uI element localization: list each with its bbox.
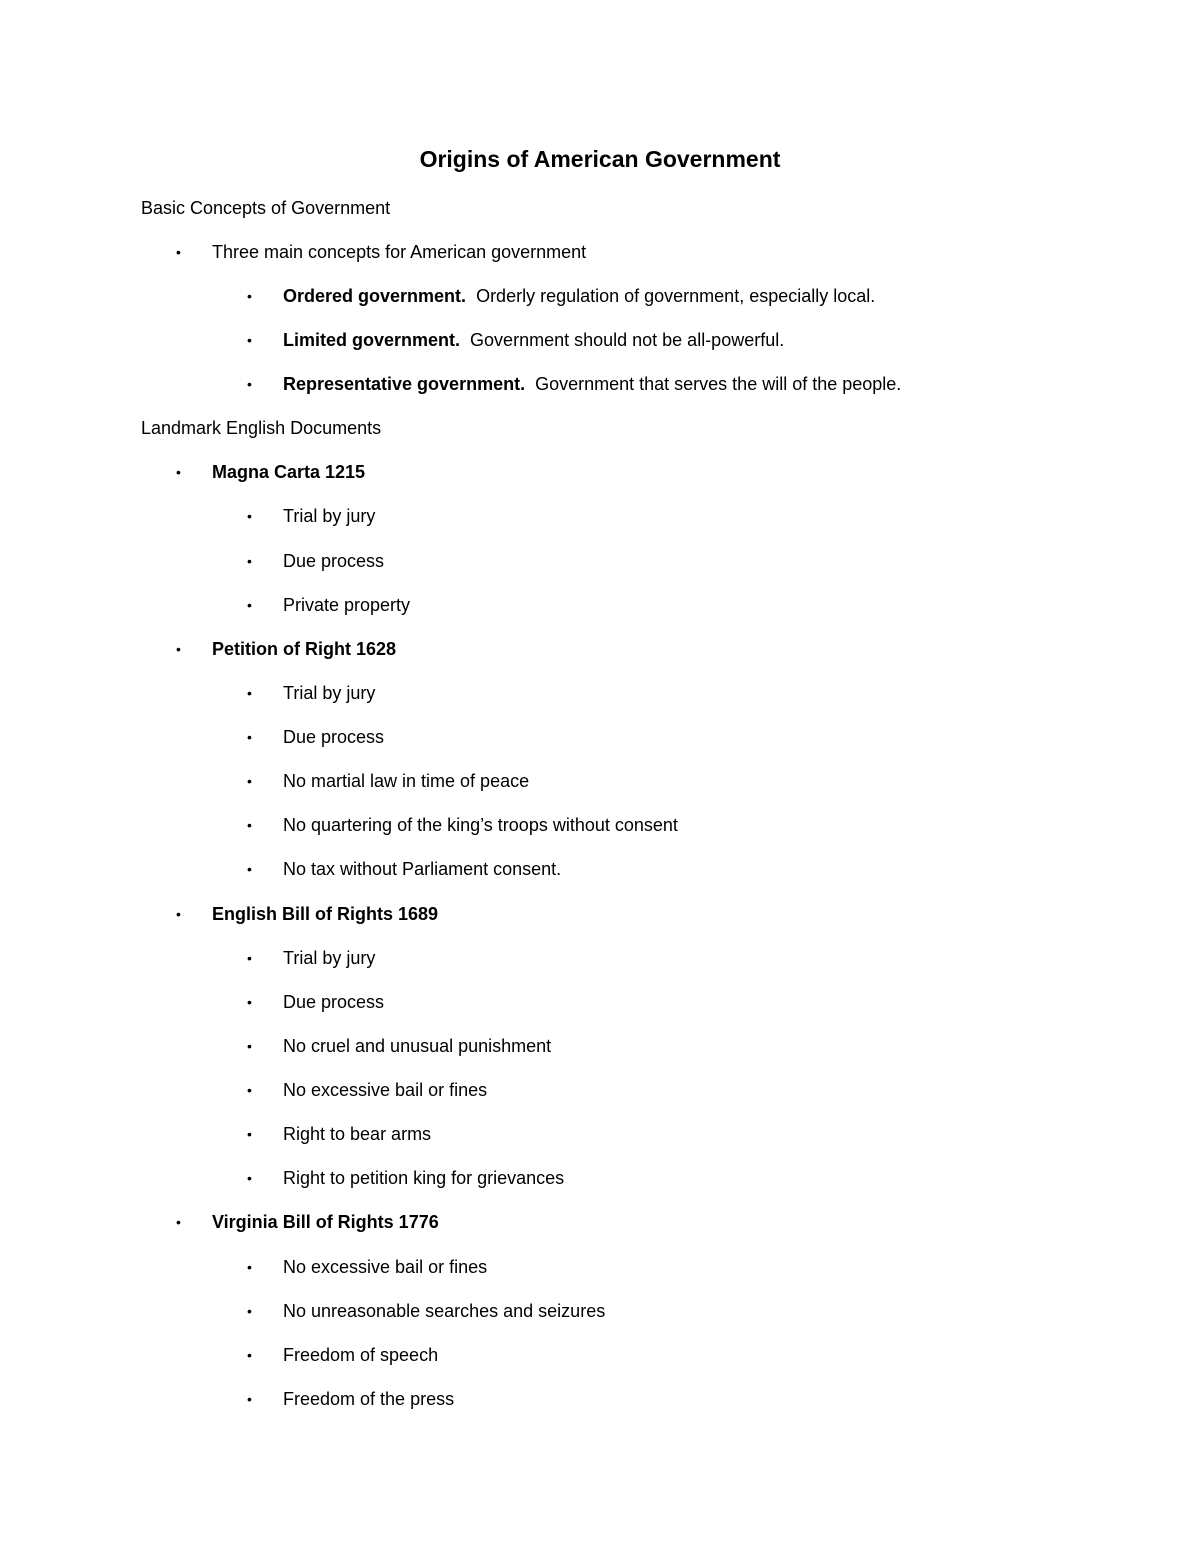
concept-description: Government should not be all-powerful. xyxy=(470,330,785,350)
bullet-icon: • xyxy=(247,1303,252,1319)
section-heading-landmark-documents: Landmark English Documents xyxy=(141,418,382,438)
list-item: • Right to petition king for grievances xyxy=(247,1168,565,1188)
bullet-icon: • xyxy=(247,508,252,524)
concept-item-ordered xyxy=(247,284,875,308)
concept-term: Ordered government. xyxy=(283,286,467,306)
bullet-icon: • xyxy=(247,1259,252,1275)
list-item: • No tax without Parliament consent. xyxy=(247,859,562,879)
bullet-icon: • xyxy=(247,1126,252,1142)
bullet-icon: • xyxy=(247,861,252,877)
bullet-icon: • xyxy=(247,288,252,304)
bullet-icon: • xyxy=(176,464,181,480)
bullet-icon: • xyxy=(247,1347,252,1363)
list-item: • Right to bear arms xyxy=(247,1124,432,1144)
bullet-icon: • xyxy=(247,1170,252,1186)
list-item: • Trial by jury xyxy=(247,506,376,526)
document-magna-carta: • Magna Carta 1215 xyxy=(176,462,366,482)
document-english-bill-of-rights: • English Bill of Rights 1689 xyxy=(176,904,439,924)
bullet-icon: • xyxy=(247,1391,252,1407)
list-item: • Freedom of the press xyxy=(247,1389,455,1409)
document-petition-of-right: • Petition of Right 1628 xyxy=(176,639,397,659)
bullet-icon: • xyxy=(176,906,181,922)
bullet-icon: • xyxy=(247,376,252,392)
bullet-icon: • xyxy=(176,641,181,657)
concept-term: Representative government. xyxy=(283,374,526,394)
bullet-icon: • xyxy=(247,597,252,613)
list-item: • Freedom of speech xyxy=(247,1345,439,1365)
concept-item-limited xyxy=(247,328,784,352)
section-heading-basic-concepts: Basic Concepts of Government xyxy=(141,198,391,218)
list-item: • Three main concepts for American government xyxy=(176,242,587,262)
list-item: • Due process xyxy=(247,992,385,1012)
bullet-icon: • xyxy=(247,994,252,1010)
bullet-icon: • xyxy=(247,950,252,966)
list-item: • No excessive bail or fines xyxy=(247,1257,488,1277)
document-virginia-bill-of-rights: • Virginia Bill of Rights 1776 xyxy=(176,1212,439,1232)
list-item: • Due process xyxy=(247,727,385,747)
list-item: • No unreasonable searches and seizures xyxy=(247,1301,606,1321)
bullet-icon: • xyxy=(176,1214,181,1230)
concept-description: Orderly regulation of government, especially local. xyxy=(476,286,876,306)
concept-term: Limited government. xyxy=(283,330,461,350)
bullet-icon: • xyxy=(247,685,252,701)
list-item: • Due process xyxy=(247,551,385,571)
concept-item-representative xyxy=(247,372,901,396)
bullet-icon: • xyxy=(247,332,252,348)
list-item: • No martial law in time of peace xyxy=(247,771,530,791)
list-item: • No quartering of the king’s troops without consent xyxy=(247,815,678,835)
bullet-icon: • xyxy=(247,1082,252,1098)
bullet-icon: • xyxy=(247,1038,252,1054)
page-title: Origins of American Government xyxy=(419,146,781,172)
list-item: • Trial by jury xyxy=(247,948,376,968)
bullet-icon: • xyxy=(176,244,181,260)
bullet-icon: • xyxy=(247,773,252,789)
bullet-icon: • xyxy=(247,729,252,745)
concept-description: Government that serves the will of the people. xyxy=(535,374,902,394)
bullet-icon: • xyxy=(247,817,252,833)
list-item: • No excessive bail or fines xyxy=(247,1080,488,1100)
list-item: • Trial by jury xyxy=(247,683,376,703)
bullet-icon: • xyxy=(247,553,252,569)
list-item: • Private property xyxy=(247,595,411,615)
list-item: • No cruel and unusual punishment xyxy=(247,1036,552,1056)
